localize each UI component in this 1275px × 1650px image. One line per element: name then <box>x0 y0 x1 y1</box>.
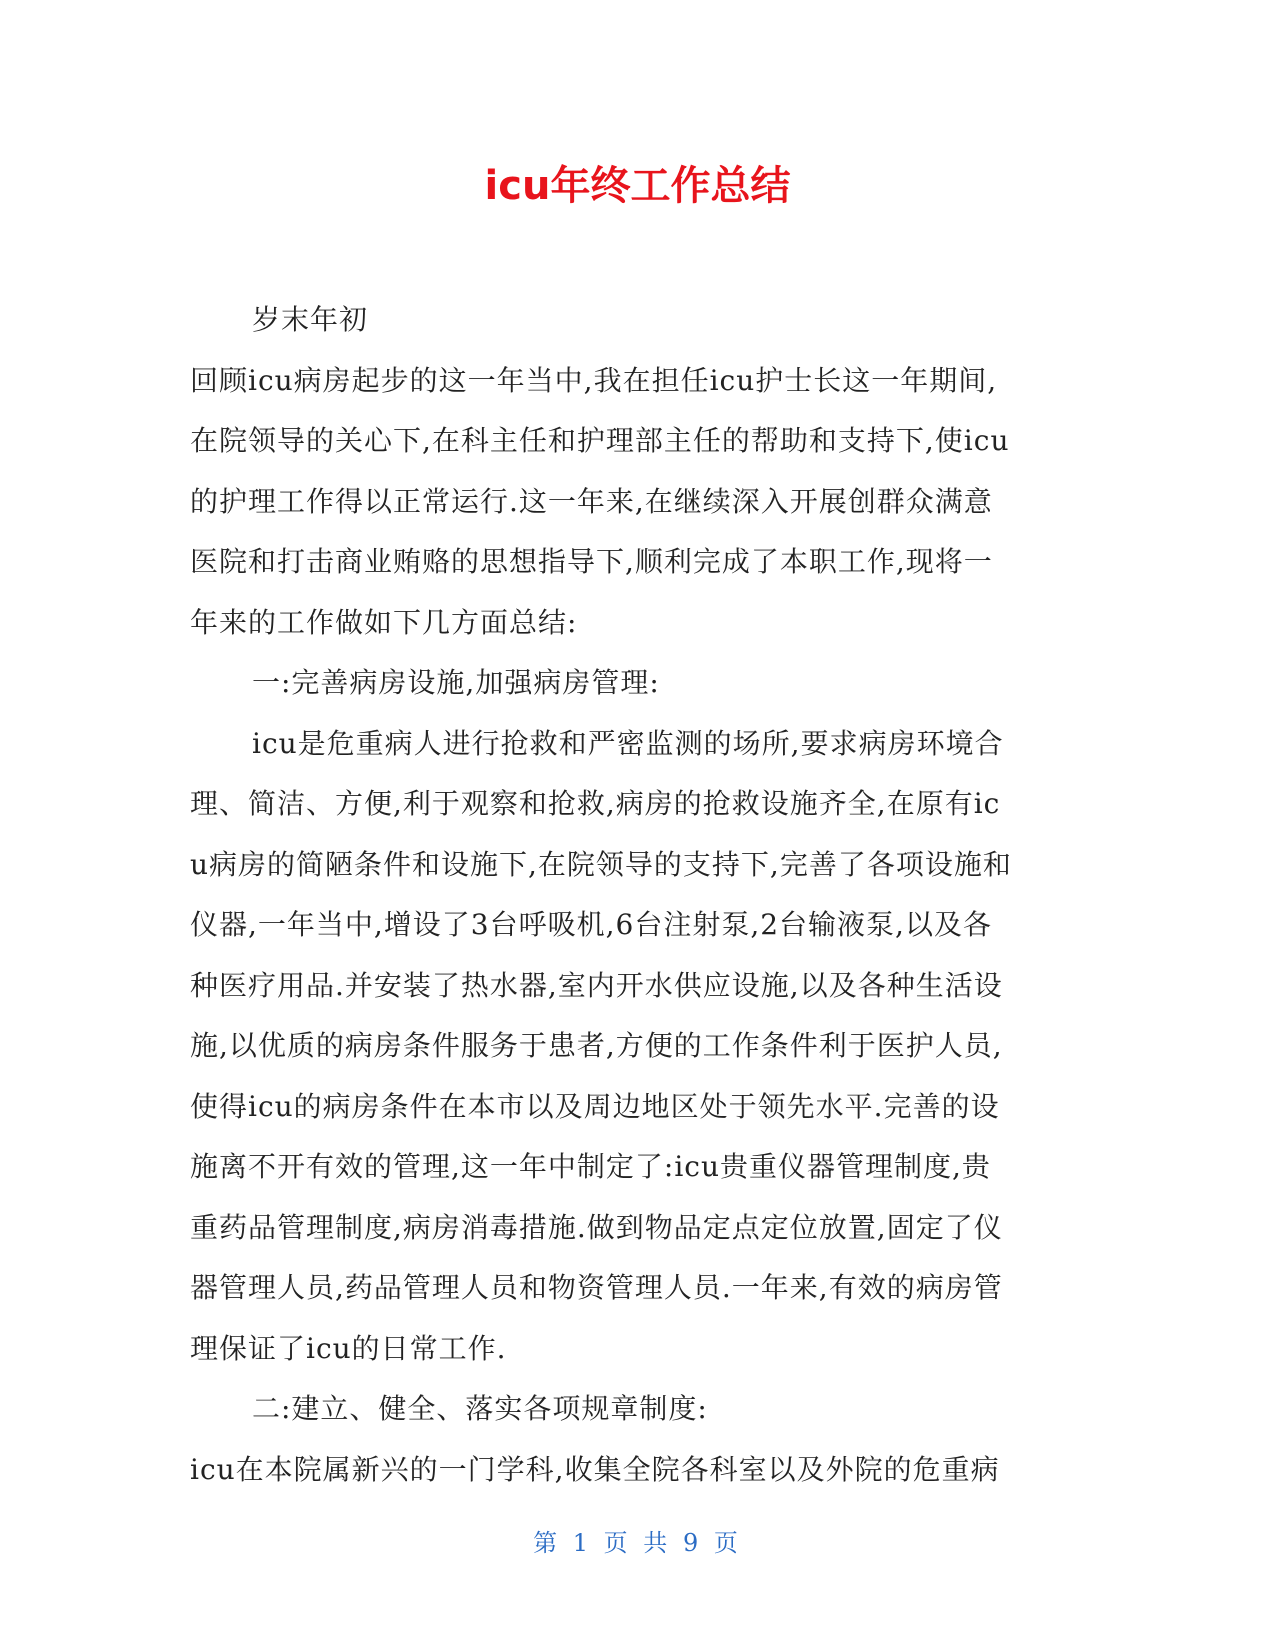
text-line: 施,以优质的病房条件服务于患者,方便的工作条件利于医护人员, <box>190 1029 1003 1062</box>
page-title: icu年终工作总结 <box>484 163 791 209</box>
text-line: 医院和打击商业贿赂的思想指导下,顺利完成了本职工作,现将一 <box>190 545 993 578</box>
text-line: 理、简洁、方便,利于观察和抢救,病房的抢救设施齐全,在原有ic <box>190 787 1001 820</box>
text-line: 理保证了icu的日常工作. <box>190 1331 507 1365</box>
text-line: 器管理人员,药品管理人员和物资管理人员.一年来,有效的病房管 <box>190 1271 1003 1304</box>
text-line: u病房的简陋条件和设施下,在院领导的支持下,完善了各项设施和 <box>190 847 1012 881</box>
text-line: 仪器,一年当中,增设了3台呼吸机,6台注射泵,2台输液泵,以及各 <box>190 908 992 941</box>
text-line: icu在本院属新兴的一门学科,收集全院各科室以及外院的危重病 <box>190 1452 1000 1486</box>
page-number-footer: 第 1 页 共 9 页 <box>533 1529 742 1557</box>
text-line: icu是危重病人进行抢救和严密监测的场所,要求病房环境合 <box>252 726 1004 760</box>
document-body <box>190 290 1085 1500</box>
text-line: 的护理工作得以正常运行.这一年来,在继续深入开展创群众满意 <box>190 484 993 518</box>
text-line: 岁末年初 <box>252 303 369 336</box>
text-line: 使得icu的病房条件在本市以及周边地区处于领先水平.完善的设 <box>190 1089 1000 1123</box>
text-line: 施离不开有效的管理,这一年中制定了:icu贵重仪器管理制度,贵 <box>190 1150 991 1183</box>
text-line: 在院领导的关心下,在科主任和护理部主任的帮助和支持下,使icu <box>190 424 1010 457</box>
text-line: 年来的工作做如下几方面总结: <box>190 605 578 639</box>
section-heading: 一:完善病房设施,加强病房管理: <box>252 666 660 699</box>
text-line: 回顾icu病房起步的这一年当中,我在担任icu护士长这一年期间, <box>190 363 998 397</box>
text-line: 种医疗用品.并安装了热水器,室内开水供应设施,以及各种生活设 <box>190 968 1003 1002</box>
text-line: 重药品管理制度,病房消毒措施.做到物品定点定位放置,固定了仪 <box>190 1210 1003 1244</box>
section-heading: 二:建立、健全、落实各项规章制度: <box>252 1392 708 1425</box>
